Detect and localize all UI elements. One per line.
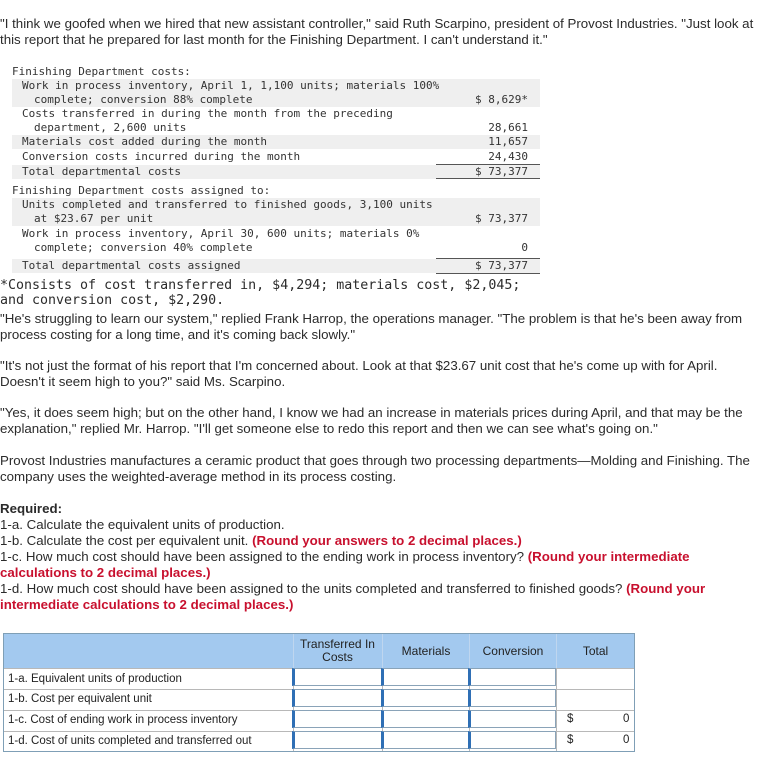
report-row-value: 0: [521, 241, 528, 254]
total-1d-value: 0: [623, 734, 630, 746]
requirement-1b: 1-b. Calculate the cost per equivalent unit. (Round your answers to 2 decimal places.): [0, 533, 522, 548]
header-materials: Materials: [401, 643, 451, 658]
row-label-1b: 1-b. Cost per equivalent unit: [8, 693, 152, 705]
report-row-label: Units completed and transferred to finished goods, 3,100 units: [22, 198, 433, 211]
requirement-1c: 1-c. How much cost should have been assigned to the ending work in process inventory? (Round your intermediate calculations to 2 decimal places.): [0, 549, 690, 580]
report-row: [12, 241, 540, 255]
total-1d-dollar-sign: $: [567, 734, 574, 746]
report-row-value: $ 73,377: [475, 259, 528, 272]
report-rule: [436, 258, 540, 259]
report-row-label: Finishing Department costs:: [12, 65, 191, 78]
header-transferred-in-costs: Transferred In Costs: [300, 637, 375, 664]
report-row: [12, 150, 540, 164]
input-1b-conversion[interactable]: [468, 689, 556, 707]
report-row: [12, 65, 540, 79]
header-conversion: Conversion: [482, 643, 544, 658]
report-row-value: 11,657: [488, 135, 528, 148]
total-1c-dollar-sign: $: [567, 713, 574, 725]
header-total: Total: [582, 643, 609, 658]
report-row-label: Work in process inventory, April 1, 1,100 units; materials 100%: [22, 79, 440, 92]
report-row-label: Total departmental costs assigned: [22, 259, 241, 272]
paragraph-scarpino: "It's not just the format of his report that I'm concerned about. Look at that $23.67 unit cost that he's come up with for April. Doesn't it seem high to you?" said Ms. Scarpino.: [0, 358, 718, 389]
report-row: [12, 93, 540, 107]
input-1c-conversion[interactable]: [468, 710, 556, 728]
input-1d-materials[interactable]: [381, 731, 469, 749]
report-row-value: 24,430: [488, 150, 528, 163]
input-1a-conversion[interactable]: [468, 668, 556, 686]
report-row: [12, 198, 540, 212]
input-1b-transferred-in[interactable]: [292, 689, 382, 707]
report-row-label: complete; conversion 40% complete: [34, 241, 253, 254]
required-title: Required:: [0, 501, 63, 516]
report-row: [12, 107, 540, 121]
report-row: [12, 135, 540, 149]
report-row: [12, 165, 540, 179]
report-row-label: Finishing Department costs assigned to:: [12, 184, 271, 197]
input-1c-transferred-in[interactable]: [292, 710, 382, 728]
row-label-1a: 1-a. Equivalent units of production: [8, 673, 182, 685]
report-row-value: $ 73,377: [475, 212, 528, 225]
row-label-1c: 1-c. Cost of ending work in process inventory: [8, 714, 238, 726]
input-1d-transferred-in[interactable]: [292, 731, 382, 749]
report-row: [12, 79, 540, 93]
report-row-label: Costs transferred in during the month from the preceding: [22, 107, 393, 120]
paragraph-harrop: "He's struggling to learn our system," replied Frank Harrop, the operations manager. "The problem is that he's been away from process costing for a long time, and it's coming back slowly.": [0, 311, 743, 342]
paragraph-harrop-reply: "Yes, it does seem high; but on the other hand, I know we had an increase in materials prices during April, and that may be the explanation," replied Mr. Harrop. "I'll get someone else to redo this report and then we can see what's going on.": [0, 405, 743, 436]
answer-table: [3, 633, 635, 752]
paragraph-company: Provost Industries manufactures a ceramic product that goes through two processing departments—Molding and Finishing. The company uses the weighted-average method in its process costing.: [0, 453, 750, 484]
report-row-label: Materials cost added during the month: [22, 135, 268, 148]
report-row-value: $ 73,377: [475, 165, 528, 178]
report-row-label: Work in process inventory, April 30, 600 units; materials 0%: [22, 227, 420, 240]
input-1a-transferred-in[interactable]: [292, 668, 382, 686]
input-1d-conversion[interactable]: [468, 731, 556, 749]
requirement-1a: 1-a. Calculate the equivalent units of production.: [0, 517, 285, 532]
report-rule: [436, 273, 540, 274]
required-block: [0, 501, 762, 613]
row-label-1d: 1-d. Cost of units completed and transferred out: [8, 735, 252, 747]
report-row: [12, 121, 540, 135]
input-1a-materials[interactable]: [381, 668, 469, 686]
input-1c-materials[interactable]: [381, 710, 469, 728]
report-rule: [436, 164, 540, 165]
report-row-label: complete; conversion 88% complete: [34, 93, 253, 106]
report-rule: [436, 178, 540, 179]
report-row-label: department, 2,600 units: [34, 121, 187, 134]
report-row: [12, 259, 540, 273]
input-1b-materials[interactable]: [381, 689, 469, 707]
report-row-value: $ 8,629*: [475, 93, 528, 106]
report-row-value: 28,661: [488, 121, 528, 134]
report-row-label: Conversion costs incurred during the month: [22, 150, 301, 163]
report-row-label: Total departmental costs: [22, 165, 181, 178]
report-row: [12, 212, 540, 226]
report-footnote: *Consists of cost transferred in, $4,294; materials cost, $2,045; and conversion cost, $2,290.: [0, 278, 521, 308]
intro-paragraph: "I think we goofed when we hired that new assistant controller," said Ruth Scarpino, president of Provost Industries. "Just look at this report that he prepared for last month for the Finishing Department. I can't understand it.": [0, 16, 754, 47]
requirement-1d: 1-d. How much cost should have been assigned to the units completed and transferred to finished goods? (Round your intermediate calculations to 2 decimal places.): [0, 581, 706, 612]
report-row-label: at $23.67 per unit: [34, 212, 154, 225]
total-1c-value: 0: [623, 713, 630, 725]
report-row: [12, 184, 540, 198]
report-row: [12, 227, 540, 241]
